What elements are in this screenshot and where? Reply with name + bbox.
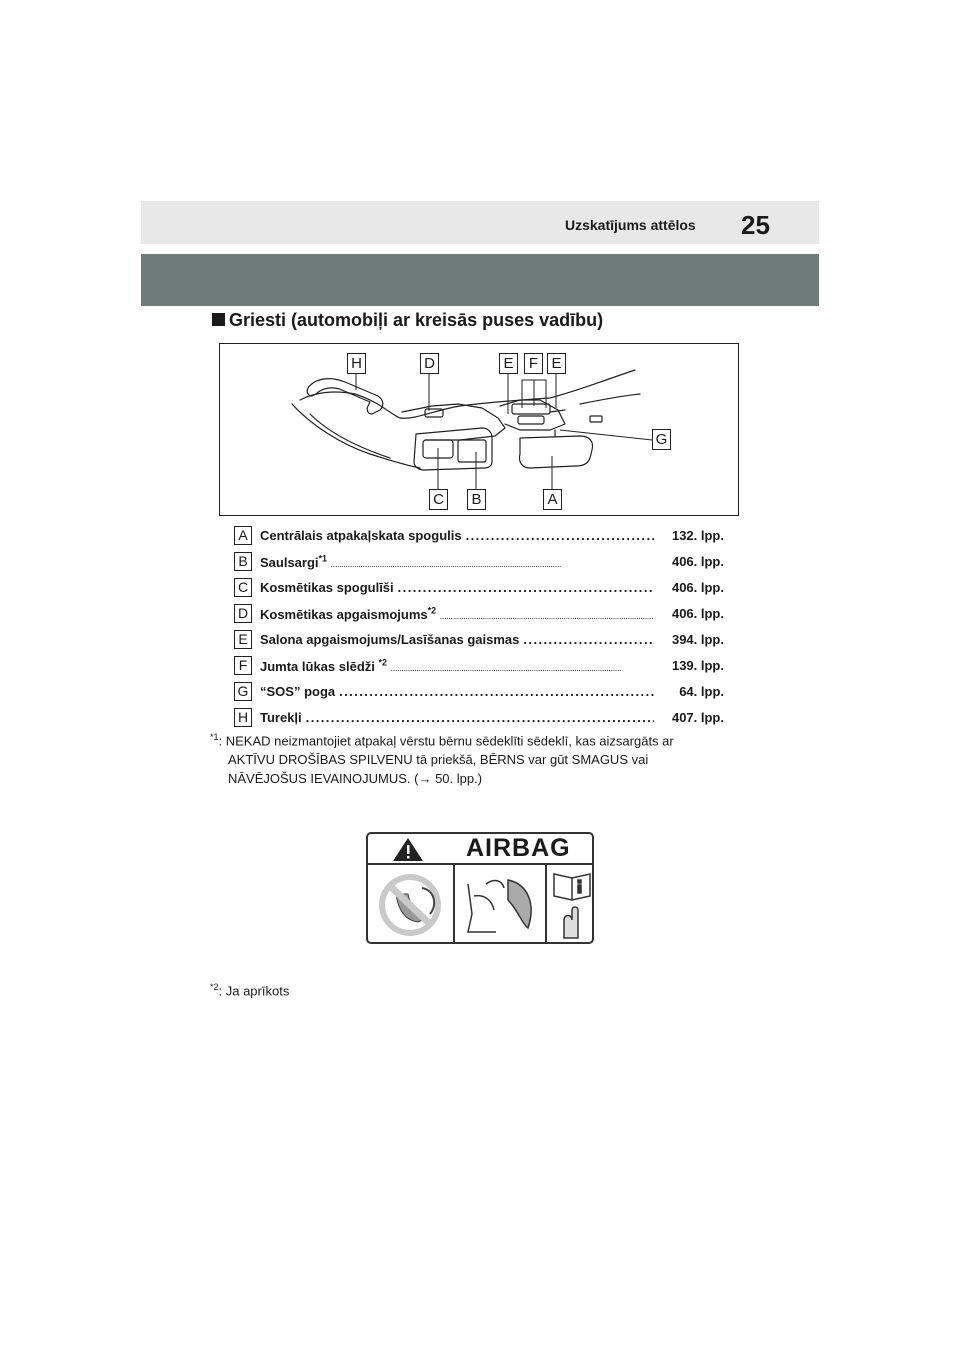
page-number: 25 [741, 210, 770, 240]
footnote-marker: *1 [210, 732, 219, 742]
read-manual-icon [554, 874, 590, 938]
square-bullet-icon [212, 313, 225, 326]
footnote-ref: *2 [427, 606, 437, 616]
legend-label-text: Centrālais atpakaļskata spogulis [260, 528, 462, 543]
callout-d: D [420, 353, 439, 374]
footnote-ref: *1 [318, 554, 328, 564]
legend-letter: E [234, 630, 252, 649]
legend-row [234, 577, 724, 603]
legend-label [260, 684, 654, 699]
legend-letter: F [234, 656, 252, 675]
legend-label-text: Turekļi [260, 710, 302, 725]
section-heading [212, 310, 603, 331]
legend-row [234, 603, 724, 629]
legend-page-ref: 407. lpp. [671, 710, 724, 725]
legend-row [234, 629, 724, 655]
ceiling-illustration [219, 343, 739, 516]
legend-label-text: Jumta lūkas slēdži [260, 659, 379, 675]
legend-label-text: Kosmētikas apgaismojums [260, 607, 428, 623]
legend-page-ref: 406. lpp. [671, 580, 724, 595]
header-title: Uzskatījums attēlos [565, 217, 696, 233]
callout-g: G [652, 429, 671, 450]
section-band [141, 254, 819, 306]
legend-page-ref: 406. lpp. [671, 606, 724, 621]
footnote-marker: *2 [210, 982, 219, 992]
footnote-text: AKTĪVU DROŠĪBAS SPILVENU tā priekšā, BĒRNS var gūt SMAGUS vai [228, 752, 649, 768]
legend-label-text: “SOS” poga [260, 684, 336, 699]
legend-page-ref: 406. lpp. [671, 554, 724, 569]
legend-label [260, 580, 654, 595]
callout-a: A [543, 489, 562, 510]
footnote-ref: *2 [378, 658, 388, 668]
footnote-1 [210, 728, 674, 788]
legend-page-ref: 64. lpp. [679, 684, 724, 699]
legend-page-ref: 139. lpp. [671, 658, 724, 673]
legend-label [260, 658, 654, 674]
legend-letter: D [234, 604, 252, 623]
legend-letter: G [234, 682, 252, 701]
legend-letter: H [234, 708, 252, 727]
legend-label [260, 554, 654, 570]
airbag-warning-label [366, 832, 594, 944]
legend-row [234, 551, 724, 577]
legend-row [234, 681, 724, 707]
callout-f: F [524, 353, 543, 374]
legend-label [260, 710, 654, 725]
no-rear-facing-seat-icon [379, 874, 441, 936]
callout-h: H [347, 353, 366, 374]
legend-label-text: Kosmētikas spogulīši [260, 580, 394, 595]
legend-label [260, 606, 654, 622]
airbag-title: AIRBAG [466, 834, 571, 862]
footnote-text: NĀVĒJOŠUS IEVAINOJUMUS. (→ 50. lpp.) [228, 771, 483, 787]
legend-row [234, 655, 724, 681]
legend-letter: C [234, 578, 252, 597]
legend-label [260, 528, 654, 543]
legend [234, 525, 724, 733]
warning-triangle-icon [393, 838, 423, 861]
callout-b: B [467, 489, 486, 510]
callout-c: C [429, 489, 448, 510]
callout-e-left: E [499, 353, 518, 374]
legend-row [234, 525, 724, 551]
legend-letter: B [234, 552, 252, 571]
footnote-text: : Ja aprīkots [218, 983, 290, 999]
header-bar [141, 201, 819, 244]
legend-label-text: Salona apgaismojums/Lasīšanas gaismas [260, 632, 520, 647]
legend-page-ref: 132. lpp. [671, 528, 724, 543]
legend-page-ref: 394. lpp. [671, 632, 724, 647]
seat-with-airbag-icon [468, 880, 531, 932]
legend-label-text: Saulsargi [260, 555, 319, 571]
footnote-2 [210, 978, 289, 1000]
legend-letter: A [234, 526, 252, 545]
legend-label [260, 632, 654, 647]
footnote-text: : NEKAD neizmantojiet atpakaļ vērstu bērnu sēdeklīti sēdeklī, kas aizsargāts ar [218, 733, 674, 749]
section-heading-text: Griesti (automobiļi ar kreisās puses vadību) [229, 310, 604, 330]
callout-e-right: E [547, 353, 566, 374]
